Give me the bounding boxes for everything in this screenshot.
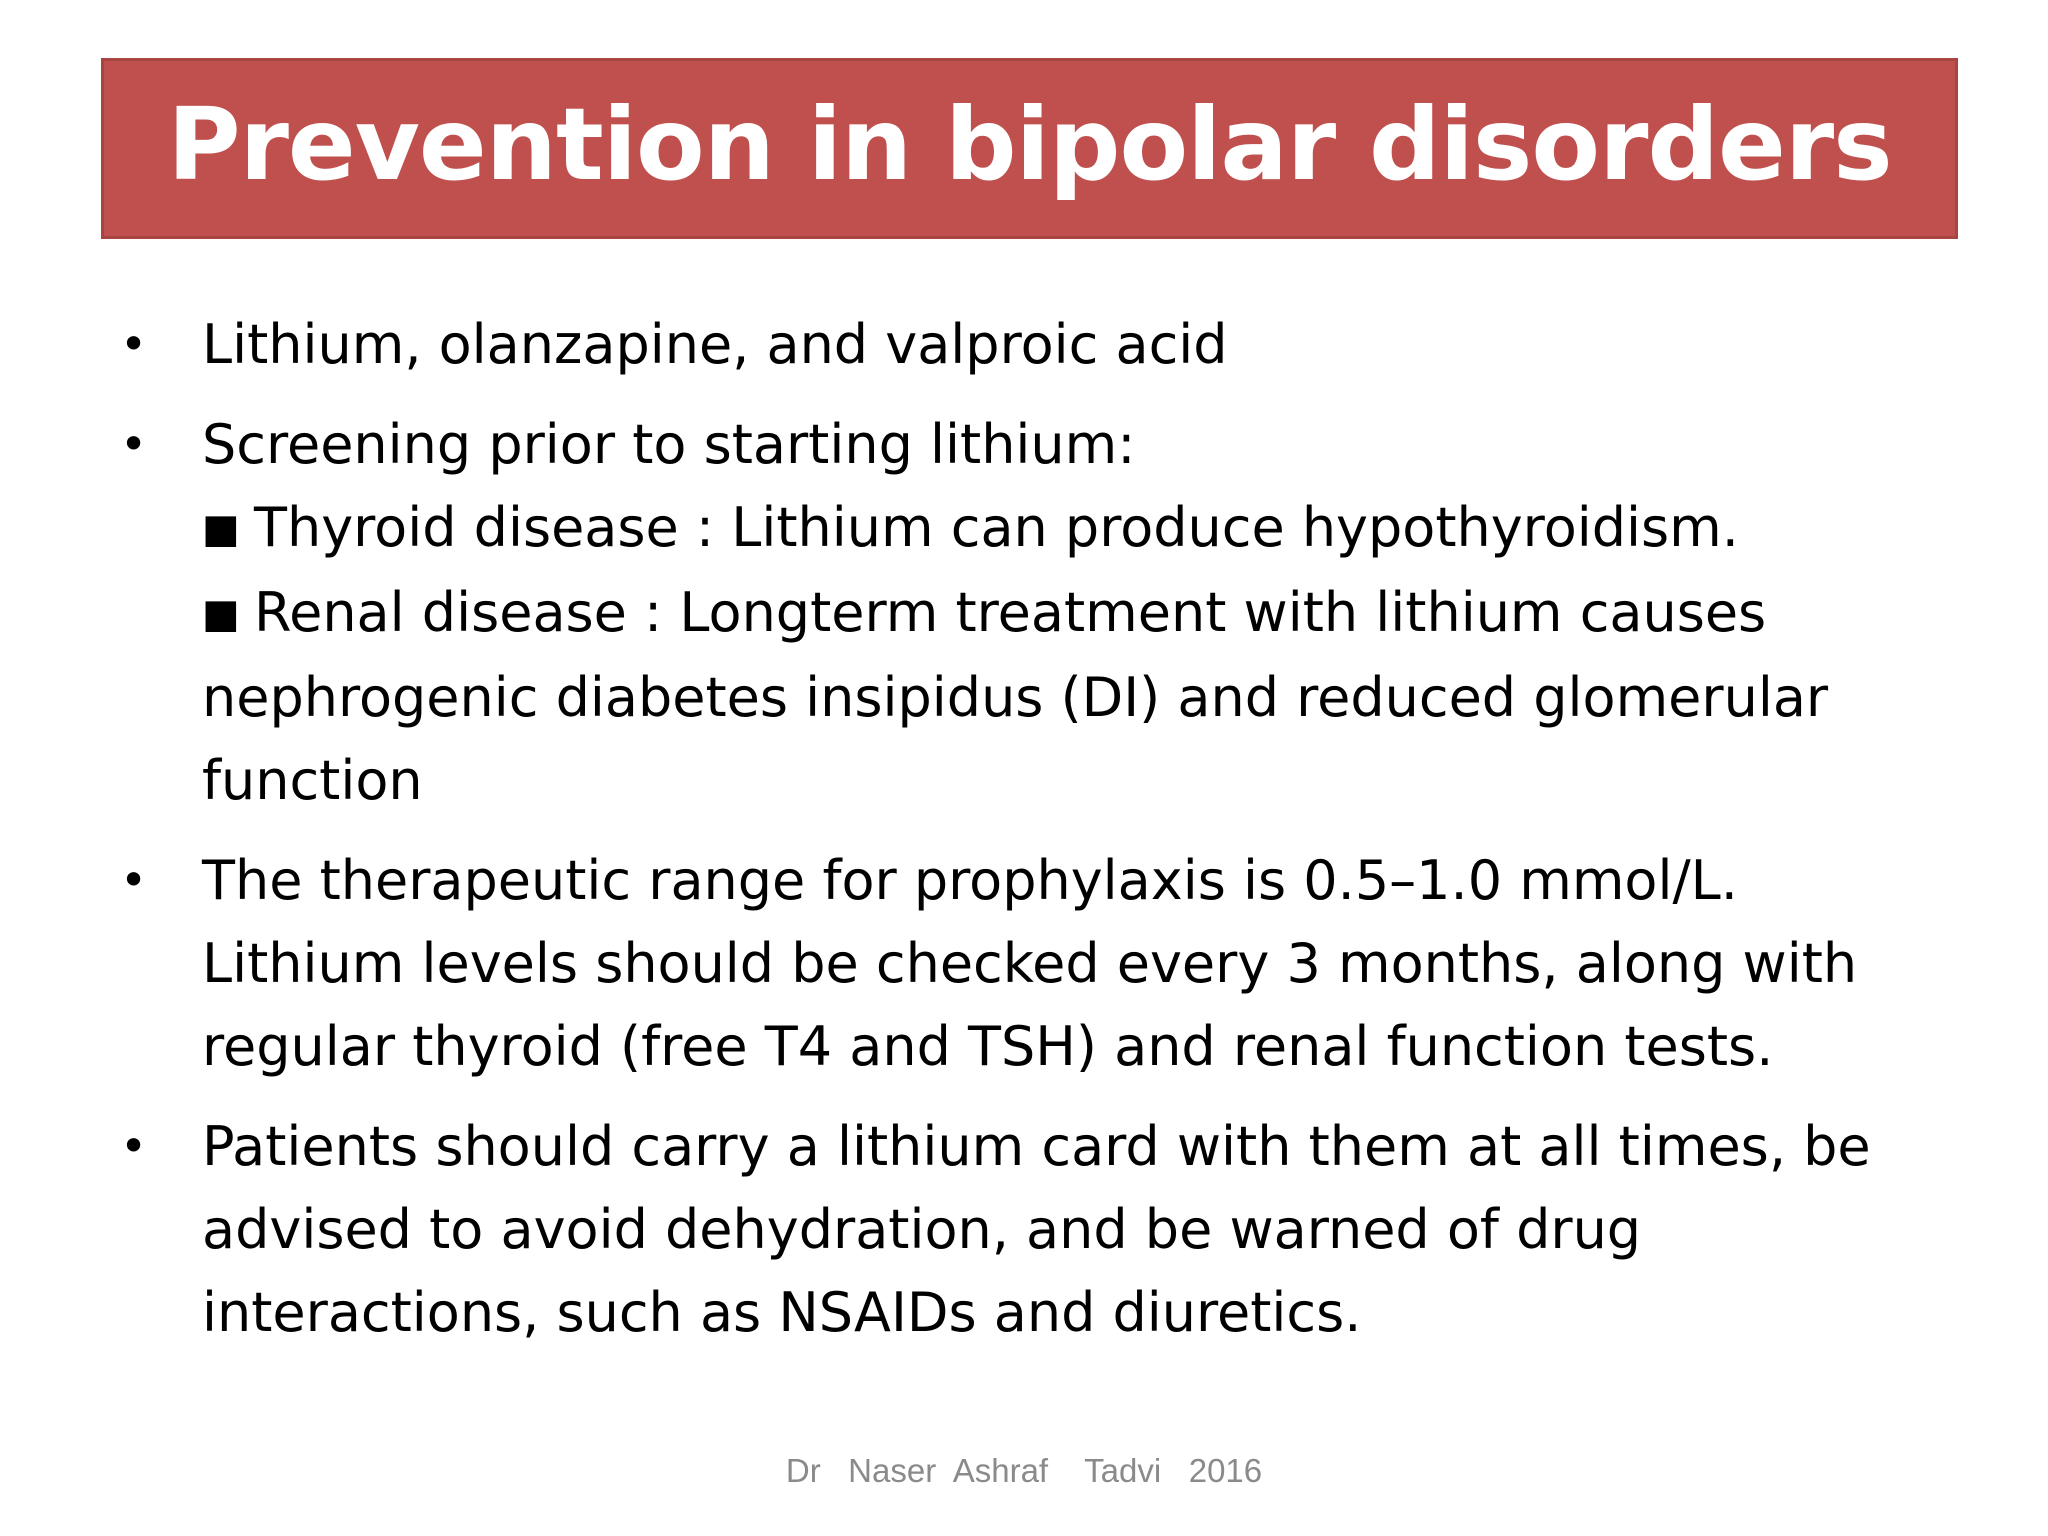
bullet-list (120, 303, 1950, 1371)
bullet-item (120, 403, 1950, 822)
bullet-text: The therapeutic range for prophylaxis is 0.5–1.0 mmol/L. Lithium levels should be checked every 3 months, along with regular thyroid (free T4 and TSH) and renal function tests. (202, 849, 1858, 1078)
sub-bullet-text: Renal disease : Longterm treatment with lithium causes nephrogenic diabetes insipidus (DI) and reduced glomerular function (202, 581, 1829, 812)
bullet-item (120, 303, 1950, 386)
bullet-text: Screening prior to starting lithium: (202, 413, 1136, 476)
sub-bullet-item (202, 571, 1950, 822)
square-bullet-icon: ■ (202, 591, 240, 637)
sub-bullet-item (202, 486, 1950, 571)
bullet-item (120, 1105, 1950, 1354)
bullet-text: Lithium, olanzapine, and valproic acid (202, 313, 1228, 376)
bullet-icon: • (120, 417, 148, 471)
square-bullet-icon: ■ (202, 506, 240, 552)
bullet-item (120, 839, 1950, 1088)
bullet-text: Patients should carry a lithium card with them at all times, be advised to avoid dehydration, and be warned of drug interactions, such as NSAIDs and diuretics. (202, 1115, 1871, 1344)
bullet-icon: • (120, 1119, 148, 1173)
sub-bullet-text: Thyroid disease : Lithium can produce hypothyroidism. (254, 496, 1739, 559)
footer-credit: Dr Naser Ashraf Tadvi 2016 (785, 1452, 1263, 1489)
slide-title: Prevention in bipolar disorders (167, 86, 1892, 203)
bullet-icon: • (120, 317, 148, 371)
title-bar (101, 58, 1958, 239)
bullet-icon: • (120, 853, 148, 907)
